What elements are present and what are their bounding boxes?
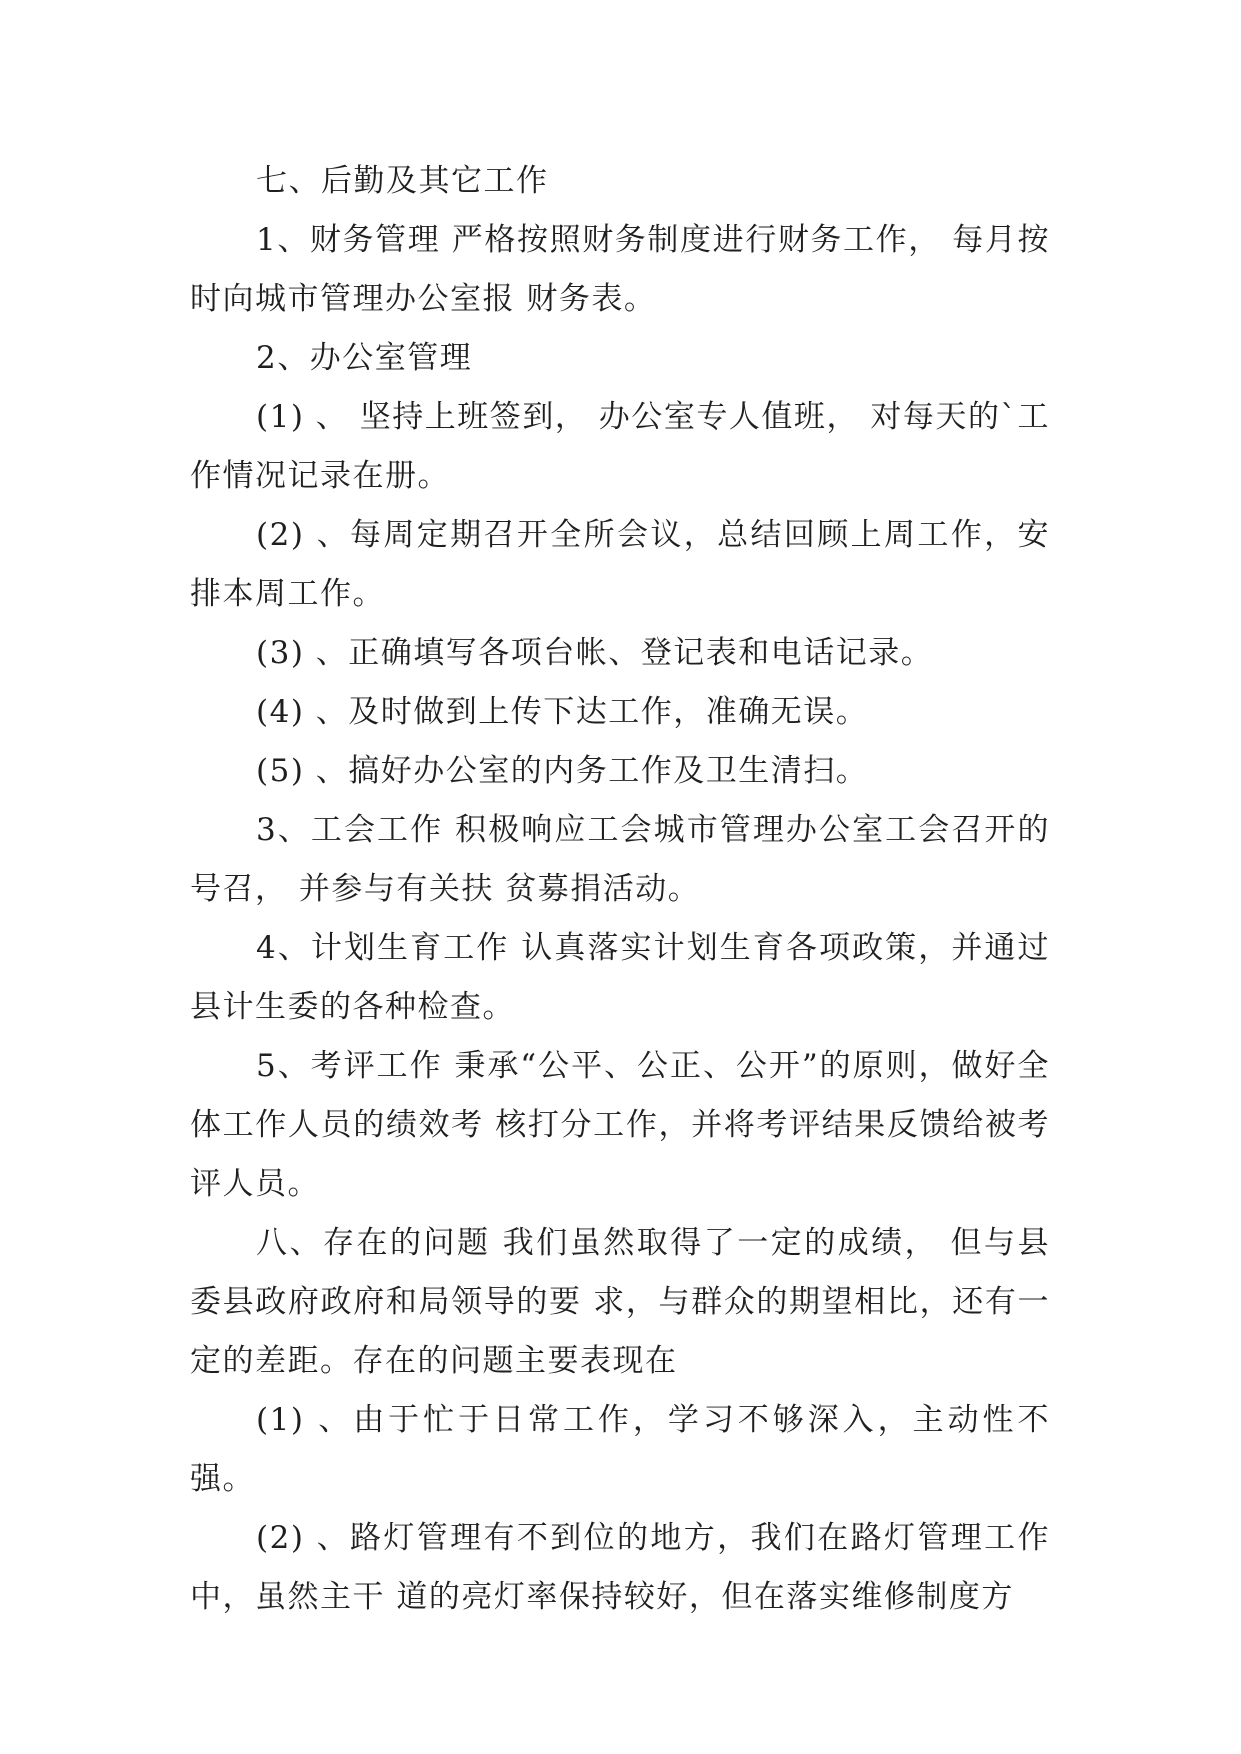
heading-problems: 八、存在的问题 我们虽然取得了一定的成绩， 但与县委县政府政府和局领导的要 求，与群众的期望相比，还有一定的差距。存在的问题主要表现在 bbox=[190, 1225, 1050, 1379]
paragraph-office-item-1: (1) 、 坚持上班签到， 办公室专人值班， 对每天的`工作情况记录在册。 bbox=[190, 399, 1050, 494]
paragraph-problem-2: (2) 、路灯管理有不到位的地方，我们在路灯管理工作中，虽然主干 道的亮灯率保持较好，但在落实维修制度方 bbox=[190, 1520, 1050, 1615]
paragraph-union: 3、工会工作 积极响应工会城市管理办公室工会召开的号召， 并参与有关扶 贫募捐活动。 bbox=[190, 812, 1050, 907]
paragraph-office-item-2: (2) 、每周定期召开全所会议，总结回顾上周工作，安排本周工作。 bbox=[190, 517, 1050, 612]
paragraph-office-item-4: (4) 、及时做到上传下达工作，准确无误。 bbox=[256, 694, 869, 730]
paragraph-office-item-5: (5) 、搞好办公室的内务工作及卫生清扫。 bbox=[256, 753, 869, 789]
paragraph-office-item-3: (3) 、正确填写各项台帐、登记表和电话记录。 bbox=[256, 635, 934, 671]
paragraph-problem-1: (1) 、由于忙于日常工作，学习不够深入，主动性不强。 bbox=[190, 1402, 1050, 1497]
paragraph-office-management: 2、办公室管理 bbox=[256, 340, 473, 376]
document-body bbox=[190, 152, 1050, 1627]
paragraph-family-planning: 4、计划生育工作 认真落实计划生育各项政策，并通过县计生委的各种检查。 bbox=[190, 930, 1050, 1025]
paragraph-finance: 1、财务管理 严格按照财务制度进行财务工作， 每月按时向城市管理办公室报 财务表。 bbox=[190, 222, 1050, 317]
paragraph-evaluation: 5、考评工作 秉承“公平、公正、公开”的原则，做好全体工作人员的绩效考 核打分工作，并将考评结果反馈给被考评人员。 bbox=[190, 1048, 1050, 1202]
heading-logistics: 七、后勤及其它工作 bbox=[256, 163, 549, 199]
